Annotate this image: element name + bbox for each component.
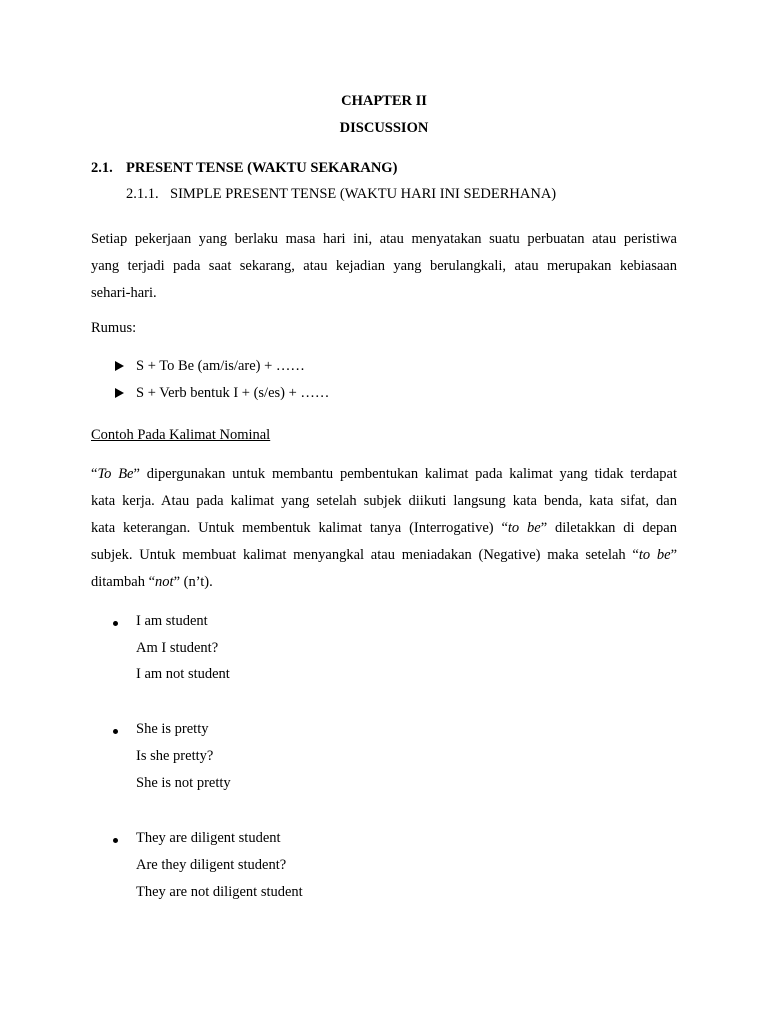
- arrow-bullet-icon: [115, 388, 124, 398]
- arrow-bullet-icon: [115, 361, 124, 371]
- bullet-icon: [113, 838, 118, 843]
- text-span: ”: [670, 547, 677, 563]
- intro-paragraph: [91, 226, 677, 307]
- text-span: ditambah “: [91, 574, 156, 590]
- contoh-paragraph: [91, 461, 677, 596]
- chapter-title: DISCUSSION: [339, 120, 429, 136]
- example-affirmative: They are diligent student: [136, 830, 281, 846]
- italic-term: not: [155, 574, 174, 590]
- rumus-label: Rumus:: [91, 320, 137, 336]
- intro-line: yang terjadi pada saat sekarang, atau kejadian yang berulangkali, atau merupakan kebiasaan: [91, 258, 677, 274]
- text-span: subjek. Untuk membuat kalimat menyangkal atau meniadakan (Negative) maka setelah “: [91, 547, 639, 563]
- example-negative: She is not pretty: [136, 775, 231, 791]
- rumus-item: S + Verb bentuk I + (s/es) + ……: [136, 385, 330, 401]
- text-span: kata keterangan. Untuk membentuk kalimat tanya (Interrogative) “: [91, 520, 508, 536]
- example-negative: I am not student: [136, 666, 230, 682]
- text-span: “: [91, 466, 98, 482]
- text-span: ” diletakkan di depan: [540, 520, 677, 536]
- example-affirmative: I am student: [136, 613, 208, 629]
- example-interrogative: Am I student?: [136, 640, 219, 656]
- section-title: PRESENT TENSE (WAKTU SEKARANG): [126, 160, 398, 176]
- subsection-number: 2.1.1.: [126, 186, 159, 202]
- text-span: ” (n’t).: [173, 574, 213, 590]
- subsection-title: SIMPLE PRESENT TENSE (WAKTU HARI INI SEDERHANA): [170, 186, 557, 202]
- contoh-line: kata kerja. Atau pada kalimat yang setelah subjek diikuti langsung kata benda, kata sifat, dan: [91, 493, 677, 509]
- bullet-icon: [113, 729, 118, 734]
- section-number: 2.1.: [91, 160, 113, 176]
- contoh-line: [91, 542, 677, 569]
- example-interrogative: Are they diligent student?: [136, 857, 287, 873]
- intro-line: sehari-hari.: [91, 285, 157, 301]
- italic-term: to be: [507, 520, 541, 536]
- contoh-line: [91, 515, 677, 542]
- contoh-line: [91, 569, 677, 596]
- example-interrogative: Is she pretty?: [136, 748, 214, 764]
- contoh-heading: Contoh Pada Kalimat Nominal: [91, 427, 271, 443]
- bullet-icon: [113, 621, 118, 626]
- example-affirmative: She is pretty: [136, 721, 209, 737]
- chapter-heading: CHAPTER II: [341, 93, 427, 109]
- contoh-line: [91, 461, 677, 488]
- example-negative: They are not diligent student: [136, 884, 303, 900]
- italic-term: to be: [638, 547, 671, 563]
- intro-line: Setiap pekerjaan yang berlaku masa hari ini, atau menyatakan suatu perbuatan atau peristiwa: [91, 231, 677, 247]
- italic-term: To Be: [97, 466, 134, 482]
- text-span: ” dipergunakan untuk membantu pembentukan kalimat pada kalimat yang tidak terdapat: [133, 466, 677, 482]
- rumus-item: S + To Be (am/is/are) + ……: [136, 358, 305, 374]
